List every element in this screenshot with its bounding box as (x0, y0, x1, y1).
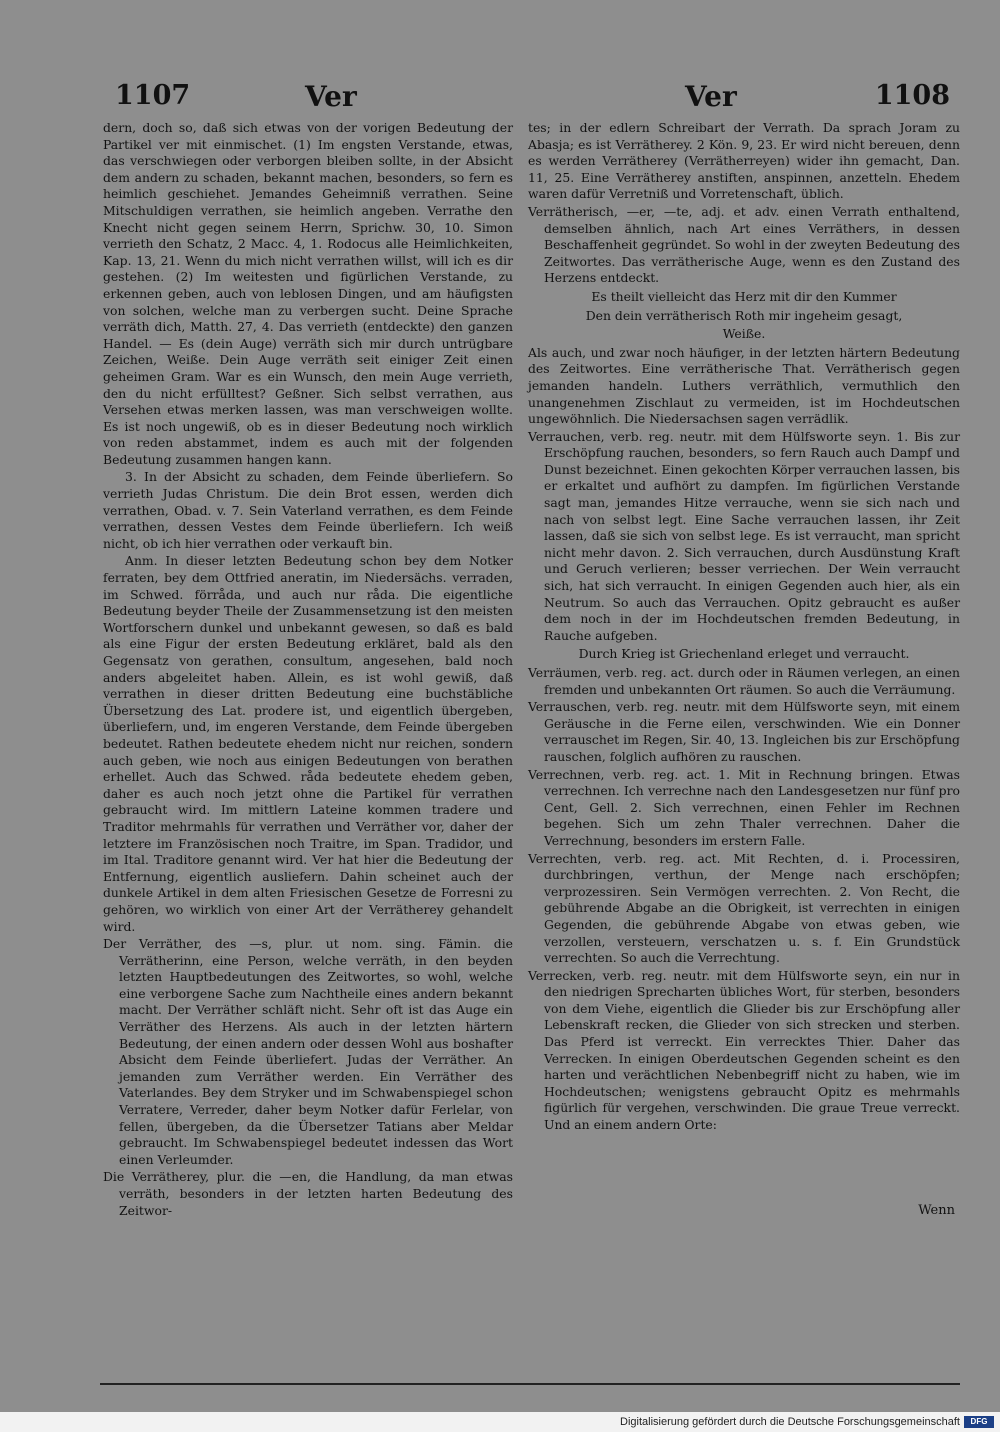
paragraph: Als auch, und zwar noch häufiger, in der letzten härtern Bedeutung des Zeitwortes. Eine verrätherische That. Verrätherisch gegen jemanden handeln. Luthers verräthlich, vermuthlich den unangenehmen Zischlaut zu vermeiden, ist im Hochdeutschen ungewöhnlich. Die Niedersachsen sagen verrädlik. (528, 344, 960, 427)
verse-line: Durch Krieg ist Griechenland erleget und verraucht. (578, 646, 910, 662)
paragraph: tes; in der edlern Schreibart der Verrath. Da sprach Joram zu Abasja; es ist Verrätherey. 2 Kön. 9, 23. Er wird nicht bereuen, denn es werden Verrätherey (Verrätherreyen) wider ihn gemacht, Dan. 11, 25. Eine Verrätherey anstiften, anspinnen, anzetteln. Ehedem waren dafür Verretniß und Vorretenschaft, üblich. (528, 120, 960, 202)
page-header (115, 80, 960, 120)
paragraph: dern, doch so, daß sich etwas von der vorigen Bedeutung der Partikel ver mit einmischet. (1) Im engsten Verstande, etwas, das verschwiegen oder verborgen bleiben sollte, in der Absicht dem andern zu schaden, bekannt machen, besonders, so fern es heimlich geschiehet. Jemandes Geheimniß verrathen. Seine Mitschuldigen verrathen, sie heimlich angeben. Verrathe den Knecht nicht gegen seinem Herrn, Sprichw. 30, 10. Simon verrieth den Schatz, 2 Macc. 4, 1. Rodocus alle Heimlichkeiten, Kap. 13, 21. Wenn du mich nicht verrathen willst, will ich es dir gestehen. (2) Im weitesten und figürlichen Verstande, zu erkennen geben, auch von leblosen Dingen, und am häufigsten von solchen, welche man zu verbergen sucht. Deine Sprache verräth dich, Matth. 27, 4. Das verrieth (entdeckte) den ganzen Handel. — Es (dein Auge) verräth sich mir durch untrügbare Zeichen, Weiße. Dein Auge verräth seit einiger Zeit einen geheimen Gram. War es ein Wunsch, den mein Auge verrieth, den du nicht erfülltest? Geßner. Sich selbst verrathen, aus Versehen etwas merken lassen, was man verschweigen wollte. Es ist noch ungewiß, ob es in dieser Bedeutung noch wirklich von reden abstammet, indem es auch mit der folgenden Bedeutung zusammen hangen kann. (103, 120, 513, 467)
dictionary-entry: Verrauschen, verb. reg. neutr. mit dem Hülfsworte seyn, mit einem Geräusche in die Ferne eilen, verschwinden. Wie ein Donner verrauschet im Regen, Sir. 40, 13. Ingleichen bis zur Erschöpfung rauschen, folglich aufhören zu rauschen. (528, 699, 960, 764)
catchword: Wenn (918, 1203, 955, 1218)
dictionary-entry: Die Verrätherey, plur. die —en, die Handlung, da man etwas verräth, besonders in der letzten harten Bedeutung des Zeitwor- (103, 1169, 513, 1218)
right-column (528, 120, 960, 1135)
verse-line: Den dein verrätherisch Roth mir ingeheim gesagt, (585, 307, 903, 323)
dictionary-entry: Verrauchen, verb. reg. neutr. mit dem Hülfsworte seyn. 1. Bis zur Erschöpfung rauchen, besonders, so fern Rauch auch Dampf und Dunst bezeichnet. Einen gekochten Körper verrauchen lassen, bis er erkaltet und aufhört zu dampfen. Im figürlichen Verstande sagt man, jemandes Hitze verrauche, wenn sie sich nach und nach von selbst legt. Eine Sache verrauchen lassen, ihr Zeit lassen, daß sie sich von selbst lege. Es ist verraucht, man spricht nicht mehr davon. 2. Sich verrauchen, durch Ausdünstung Kraft und Geruch verlieren; besser verriechen. Der Wein verraucht sich, hat sich verraucht. In einigen Gegenden auch hier, als ein Neutrum. So auch das Verrauchen. Opitz gebraucht es außer dem noch in der im Hochdeutschen fremden Bedeutung, in Rauche aufgeben. (528, 428, 960, 643)
dictionary-entry: Verrecken, verb. reg. neutr. mit dem Hülfsworte seyn, ein nur in den niedrigen Sprecharten übliches Wort, für sterben, besonders von dem Viehe, eigentlich die Glieder bis zur Erschöpfung aller Lebenskraft recken, die Glieder von sich strecken und sterben. Das Pferd ist verreckt. Ein verrecktes Thier. Daher das Verrecken. In einigen Oberdeutschen Gegenden scheint es den harten und verächtlichen Nebenbegriff nicht zu haben, wie im Hochdeutschen; wenigstens gebraucht Opitz es mehrmahls figürlich für vergehen, verschwinden. Die graue Treue verreckt. Und an einem andern Orte: (528, 967, 960, 1133)
dictionary-entry: Verrechnen, verb. reg. act. 1. Mit in Rechnung bringen. Etwas verrechnen. Ich verrechne nach den Landesgesetzen nur fünf pro Cent, Gell. 2. Sich verrechnen, einen Fehler im Rechnen begehen. Sich um zehn Thaler verrechnen. Daher die Verrechnung, besonders im erstern Falle. (528, 766, 960, 848)
page-number-left: 1107 (115, 80, 191, 111)
bottom-rule (100, 1383, 960, 1385)
dictionary-entry: Verräumen, verb. reg. act. durch oder in Räumen verlegen, an einen fremden und unbekannten Ort räumen. So auch die Verräumung. (528, 665, 960, 697)
paragraph: 3. In der Absicht zu schaden, dem Feinde überliefern. So verrieth Judas Christum. Die dein Brot essen, werden dich verrathen, Obad. v. 7. Sein Vaterland verrathen, es dem Feinde verrathen, dessen Vestes dem Feinde überliefern. Ich weiß nicht, ob ich hier verrathen oder verkauft bin. (103, 469, 513, 551)
dictionary-entry: Der Verräther, des —s, plur. ut nom. sing. Fämin. die Verrätherinn, eine Person, welche verräth, in den beyden letzten Hauptbedeutungen des Zeitwortes, so wohl, welche eine verborgene Sache zum Nachtheile eines andern bekannt macht. Der Verräther schläft nicht. Sehr oft ist das Auge ein Verräther des Herzens. Als auch in der letzten härtern Bedeutung, der einen andern oder dessen Wohl aus boshafter Absicht dem Feinde überliefert. Judas der Verräther. An jemanden zum Verräther werden. Ein Verräther des Vaterlandes. Bey dem Stryker und im Schwabenspiegel schon Verratere, Verreder, daher beym Notker dafür Ferlelar, von fellen, übergeben, da die Übersetzer Tatians aber Meldar gebraucht. Im Schwabenspiegel bedeutet indessen das Wort einen Verleumder. (103, 936, 513, 1167)
verse-line: Es theilt vielleicht das Herz mit dir den Kummer (591, 288, 897, 304)
dictionary-entry: Verrechten, verb. reg. act. Mit Rechten, d. i. Processiren, durchbringen, verthun, der Menge nach erschöpfen; verprozessiren. Sein Vermögen verrechten. 2. Von Recht, die gebührende Abgabe an die Obrigkeit, ist verrechten in einigen Gegenden, die gebührende Abgabe von etwas geben, wie verzollen, versteuern, verschatzen u. s. f. Ein Grundstück verrechten. So auch die Verrechtung. (528, 850, 960, 966)
footer-credit: Digitalisierung gefördert durch die Deutsche Forschungsgemeinschaft (620, 1416, 960, 1428)
running-head-left: Ver (305, 80, 357, 113)
paragraph: Anm. In dieser letzten Bedeutung schon bey dem Notker ferraten, bey dem Ottfried aneratin, im Niedersächs. verraden, im Schwed. förråda, und auch nur råda. Die eigentliche Bedeutung beyder Theile der Zusammensetzung ist den meisten Wortforschern dunkel und unbekannt gewesen, so daß es bald als eine Figur der ersten Bedeutung erkläret, bald als den Gegensatz von gerathen, consultum, angesehen, bald noch anders abgeleitet haben. Allein, es ist wohl gewiß, daß verrathen in dieser dritten Bedeutung eine buchstäbliche Übersetzung des Lat. prodere ist, und eigentlich übergeben, überliefern, und, im engeren Verstande, dem Feinde übergeben bedeutet. Rathen bedeutete ehedem nicht nur reichen, sondern auch geben, wie noch aus einigen Bedeutungen von berathen erhellet. Auch das Schwed. råda bedeutete ehedem geben, daher es auch noch jetzt ohne die Partikel für verrathen gebraucht wird. Im mittlern Lateine kommen tradere und Traditor mehrmahls für verrathen und Verräther vor, daher der letztere im Französischen noch Traitre, im Span. Tradidor, und im Ital. Traditore genannt wird. Ver hat hier die Bedeutung der Entfernung, eigentlich ausliefern. Dahin scheinet auch der dunkele Artikel in dem alten Friesischen Gesetze de Forresni zu gehören, wo wirklich von einer Art der Verrätherey gehandelt wird. (103, 553, 513, 934)
verse-attribution: Weiße. (722, 326, 766, 342)
left-column (103, 120, 513, 1220)
dfg-logo-icon: DFG (964, 1416, 994, 1428)
dictionary-entry: Verrätherisch, —er, —te, adj. et adv. einen Verrath enthaltend, demselben ähnlich, nach Art eines Verräthers, in dessen Beschaffenheit gegründet. So wohl in der zweyten Bedeutung des Zeitwortes. Das verrätherische Auge, wenn es den Zustand des Herzens entdeckt. (528, 203, 960, 286)
running-head-right: Ver (685, 80, 737, 113)
footer-bar (0, 1412, 1000, 1432)
page-number-right: 1108 (874, 80, 950, 111)
